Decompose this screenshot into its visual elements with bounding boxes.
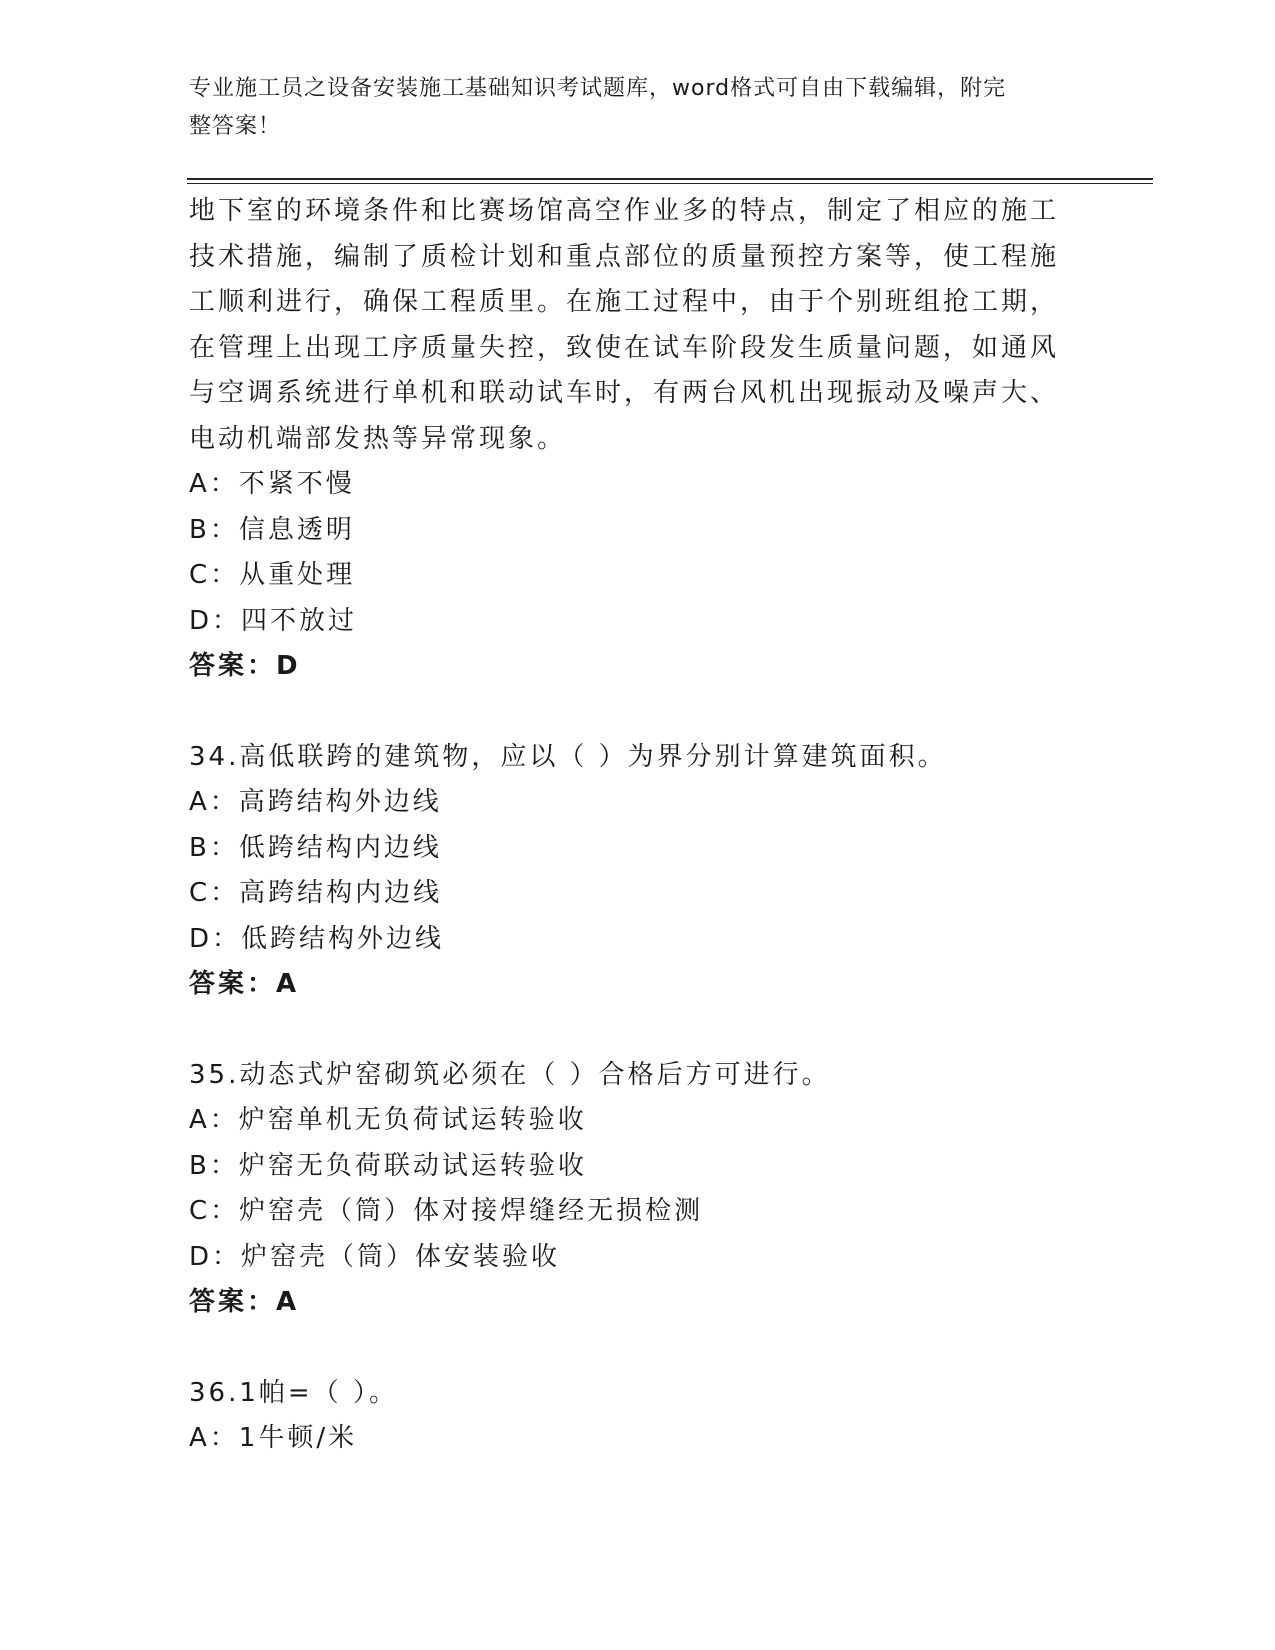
passage-line: 地下室的环境条件和比赛场馆高空作业多的特点，制定了相应的施工: [189, 196, 1060, 226]
option-a: A：炉窑单机无负荷试运转验收: [189, 1105, 587, 1135]
option-b: B：信息透明: [189, 514, 355, 545]
passage-line: 与空调系统进行单机和联动试车时，有两台风机出现振动及噪声大、: [189, 378, 1060, 408]
question-passage: [189, 189, 1089, 690]
question-text: 34.高低联跨的建筑物，应以（ ）为界分别计算建筑面积。: [189, 741, 947, 772]
option-c: C：高跨结构内边线: [189, 878, 443, 908]
option-c: C：从重处理: [189, 560, 356, 590]
document-header: [189, 70, 1069, 146]
spacer: [189, 690, 1089, 735]
spacer: [189, 1008, 1089, 1053]
option-d: D：炉窑壳（筒）体安装验收: [189, 1241, 561, 1272]
option-a: A：不紧不慢: [189, 469, 355, 499]
passage-line: 在管理上出现工序质量失控，致使在试车阶段发生质量问题，如通风: [189, 332, 1060, 363]
spacer: [189, 1326, 1089, 1371]
passage-line: 技术措施，编制了质检计划和重点部位的质量预控方案等，使工程施: [189, 241, 1060, 272]
option-a: A：1牛顿/米: [189, 1423, 358, 1453]
header-line-2: 整答案！: [189, 114, 282, 139]
answer-line: 答案：A: [189, 969, 300, 999]
question-35: [189, 1053, 1089, 1326]
option-b: B：炉窑无负荷联动试运转验收: [189, 1150, 587, 1181]
header-divider-thin: [187, 183, 1153, 184]
answer-line: 答案：A: [189, 1287, 300, 1317]
header-line-1: 专业施工员之设备安装施工基础知识考试题库，word格式可自由下载编辑，附完: [189, 76, 1007, 101]
passage-line: 电动机端部发热等异常现象。: [189, 423, 567, 454]
option-d: D：四不放过: [189, 605, 358, 636]
document-body: [189, 189, 1089, 1462]
option-c: C：炉窑壳（筒）体对接焊缝经无损检测: [189, 1196, 704, 1226]
header-divider-thick: [187, 178, 1153, 180]
option-a: A：高跨结构外边线: [189, 787, 442, 817]
option-b: B：低跨结构内边线: [189, 832, 442, 863]
option-d: D：低跨结构外边线: [189, 923, 445, 954]
question-36: [189, 1371, 1089, 1462]
question-text: 35.动态式炉窑砌筑必须在（ ）合格后方可进行。: [189, 1059, 831, 1090]
passage-line: 工顺利进行，确保工程质里。在施工过程中，由于个别班组抢工期，: [189, 287, 1060, 317]
question-34: [189, 735, 1089, 1008]
question-text: 36.1帕=（ ）。: [189, 1377, 398, 1408]
answer-line: 答案：D: [189, 651, 301, 681]
